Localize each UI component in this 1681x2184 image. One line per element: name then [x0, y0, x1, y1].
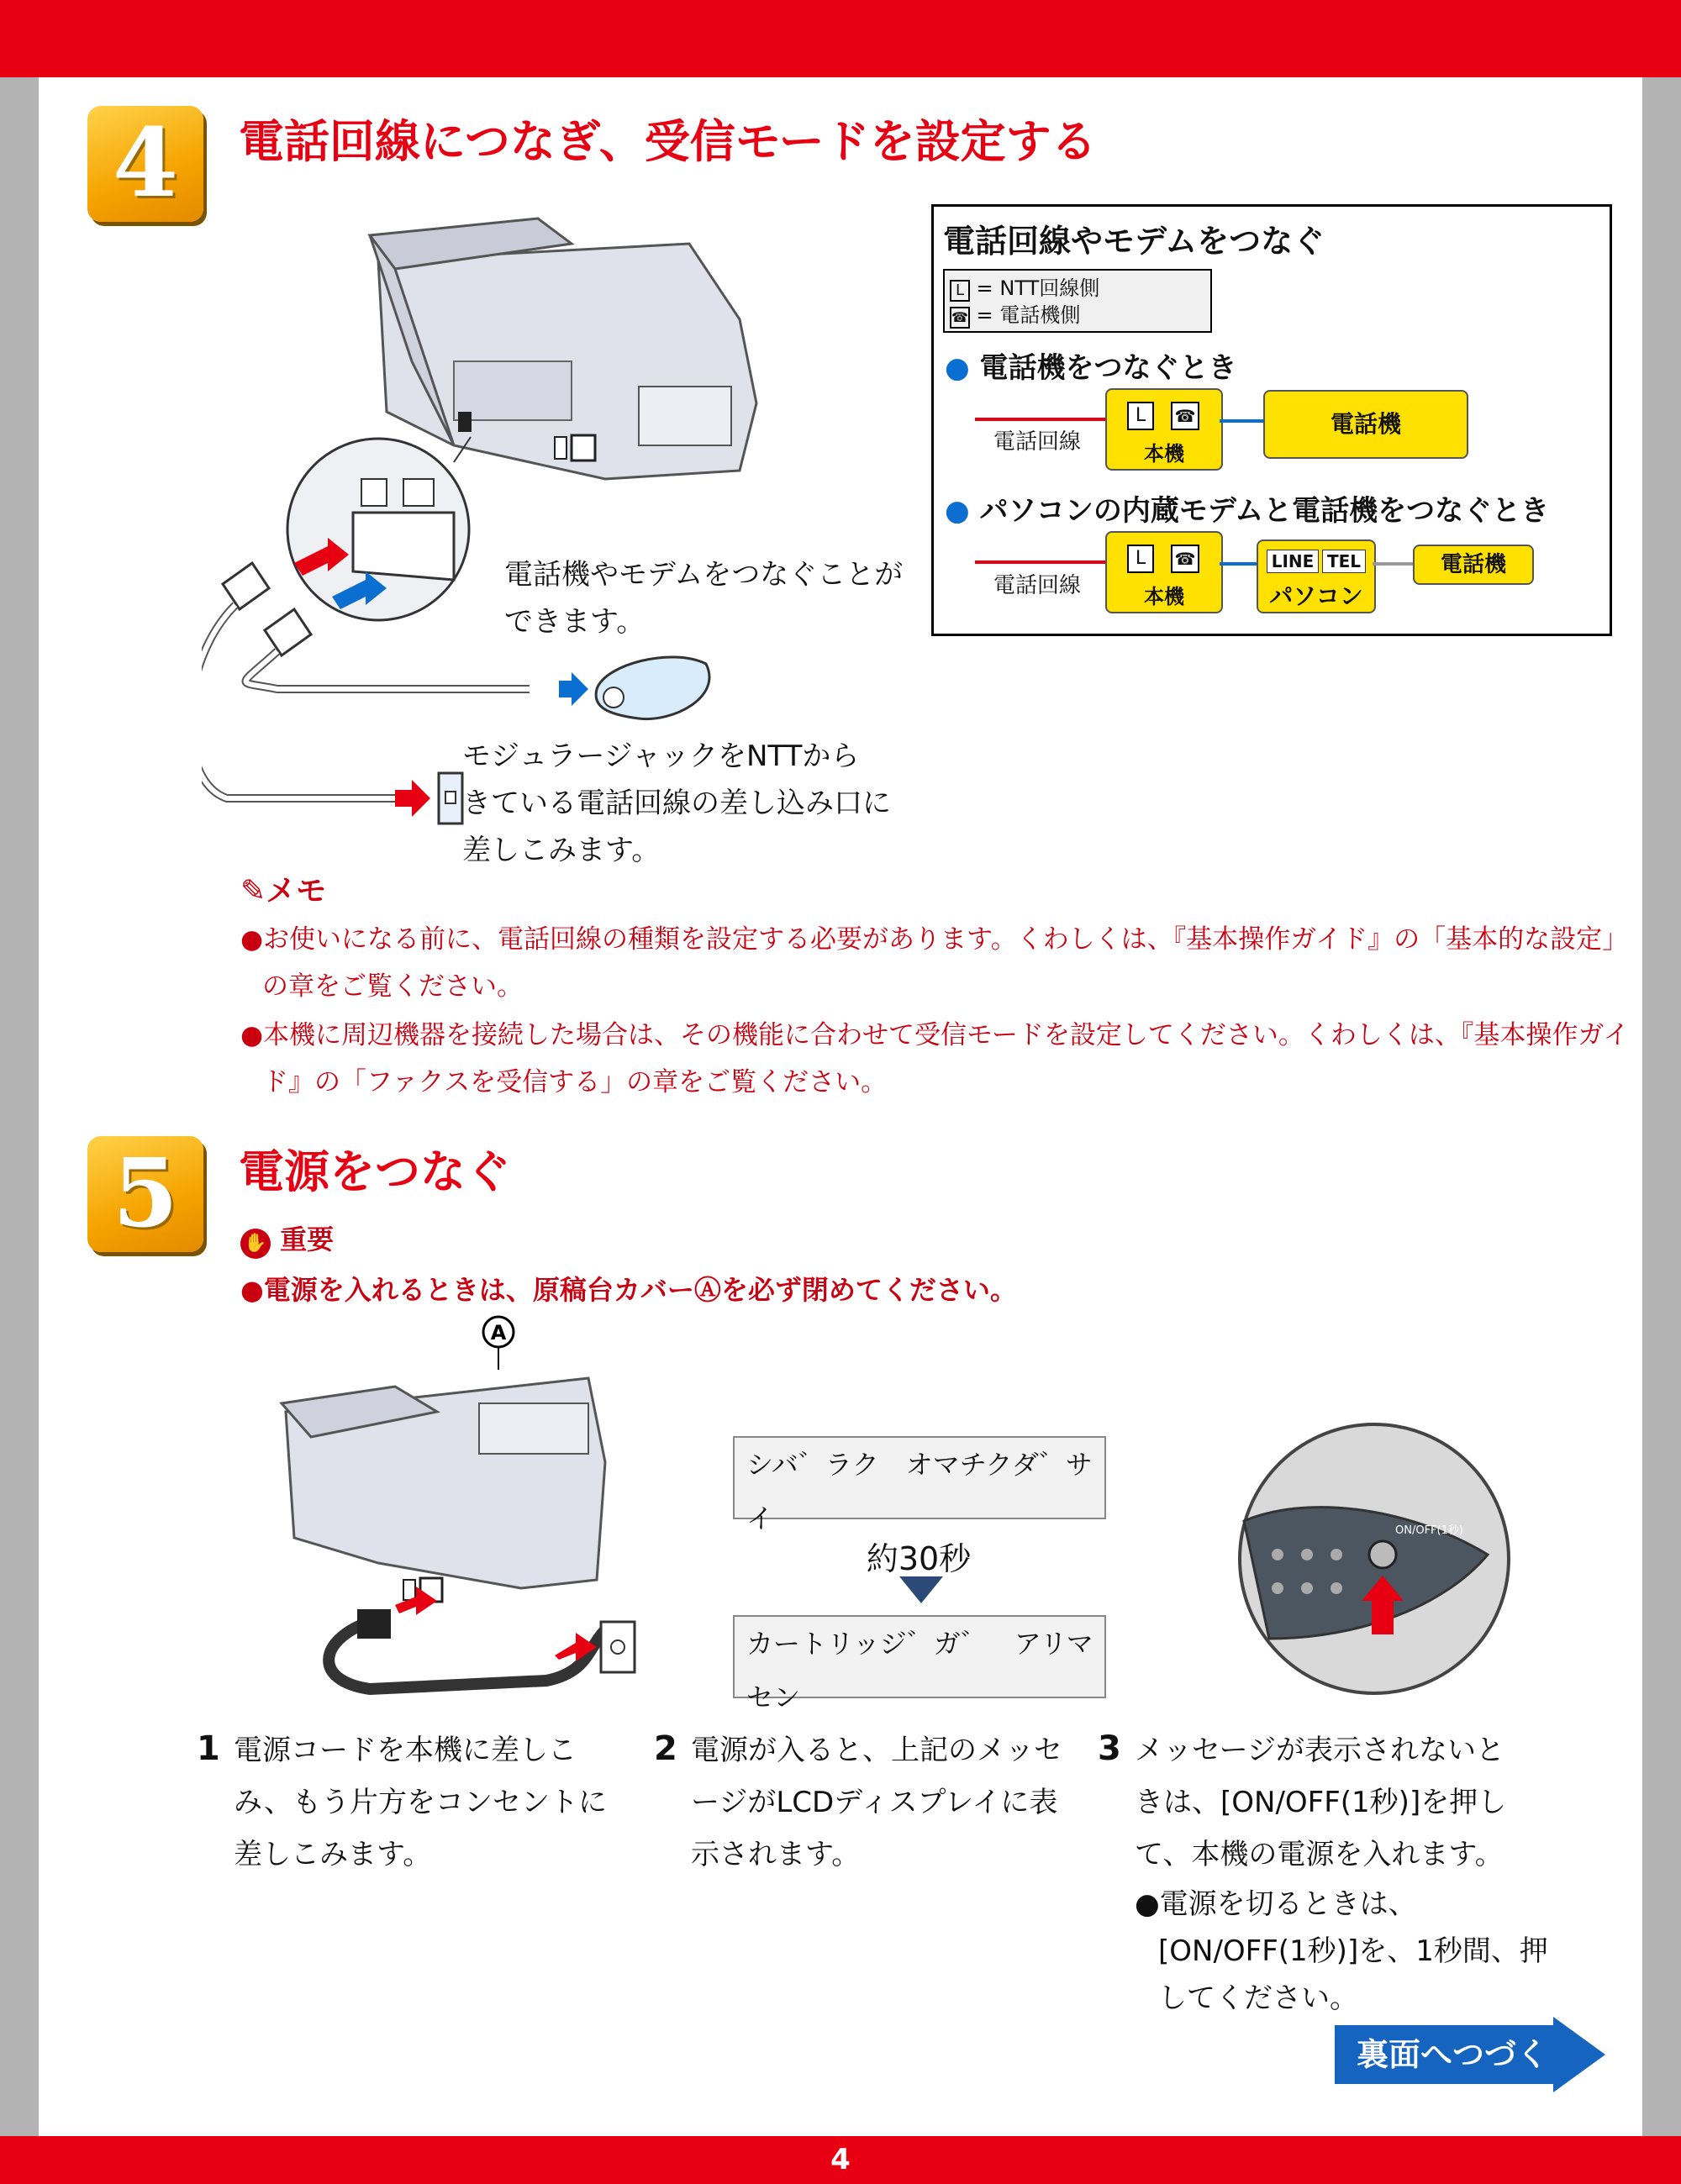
- legend-ntt-line: = NTT回線側: [976, 276, 1100, 300]
- step4-title: 電話回線につなぎ、受信モードを設定する: [239, 115, 1097, 168]
- phone-port-icon: ☎: [1171, 545, 1199, 573]
- right-border: [1642, 77, 1681, 2136]
- phone-port-icon: ☎: [950, 307, 970, 329]
- important-text: 電源を入れるときは、原稿台カバーⒶを必ず閉めてください。: [263, 1274, 1017, 1306]
- case2-title-text: パソコンの内蔵モデムと電話機をつなぐとき: [979, 494, 1550, 528]
- step5-2-number: 2: [654, 1729, 677, 1768]
- case1-title: [945, 345, 1237, 386]
- wait-label: 約30秒: [866, 1540, 972, 1577]
- page-number: 4: [830, 2143, 851, 2176]
- pc-tel-port: TEL: [1322, 550, 1366, 573]
- phone-box-1: 電話機: [1263, 390, 1468, 459]
- line-port-icon: L: [1127, 402, 1154, 430]
- phone-port-icon: ☎: [1171, 402, 1199, 430]
- step5-3-number: 3: [1098, 1729, 1121, 1768]
- printer-power-illustration: [269, 1311, 656, 1714]
- step5-3-note-text: 電源を切るときは、[ON/OFF(1秒)]を、1秒間、押してください。: [1158, 1887, 1548, 2015]
- panel-title: 電話回線やモデムをつなぐ: [943, 223, 1325, 260]
- bullet-icon: ●: [945, 494, 970, 528]
- hand-stop-icon: ✋: [240, 1229, 271, 1259]
- pc-box: [1257, 539, 1376, 613]
- top-bar: [0, 0, 1681, 77]
- machine-label-2: 本機: [1144, 585, 1184, 608]
- step4-number: 4: [87, 106, 203, 222]
- important-item: ●電源を入れるときは、原稿台カバーⒶを必ず閉めてください。: [240, 1274, 1017, 1306]
- line-grey: [1373, 562, 1413, 566]
- memo-item-text: お使いになる前に、電話回線の種類を設定する必要があります。くわしくは、『基本操作ガイド』の「基本的な設定」の章をご覧ください。: [262, 924, 1629, 1002]
- memo-label: メモ: [266, 874, 327, 908]
- line-port-icon: L: [950, 280, 970, 302]
- legend-box: [943, 269, 1212, 333]
- step5-3-note: ●電源を切るときは、[ON/OFF(1秒)]を、1秒間、押してください。: [1135, 1887, 1548, 2015]
- line-blue-1: [1220, 419, 1263, 423]
- down-triangle-icon: [899, 1576, 943, 1603]
- case2-title: [945, 487, 1549, 529]
- line-red-1: [975, 418, 1105, 421]
- pc-line-port: LINE: [1267, 550, 1319, 573]
- step5-1-number: 1: [197, 1729, 220, 1768]
- lcd-display-2: カートリッジ゛ガ゛ アリマセン: [733, 1615, 1106, 1698]
- line-label-1: 電話回線: [993, 429, 1082, 455]
- machine-box-1: [1105, 388, 1223, 471]
- memo-item-2: ●本機に周辺機器を接続した場合は、その機能に合わせて受信モードを設定してください。くわしくは、『基本操作ガイド』の「ファクスを受信する」の章をご覧ください。: [240, 1020, 1630, 1097]
- important-label: 重要: [280, 1224, 335, 1255]
- bullet-icon: ●: [945, 351, 970, 385]
- line-port-icon: L: [1127, 545, 1154, 573]
- machine-label-1: 本機: [1144, 442, 1184, 466]
- important-heading: [240, 1218, 334, 1259]
- machine-box-2: [1105, 531, 1223, 613]
- pencil-icon: ✎: [240, 874, 266, 908]
- left-border: [0, 77, 39, 2136]
- callout-modular-jack: モジュラージャックをNTTから きている電話回線の差し込み口に 差しこみます。: [462, 739, 891, 867]
- pc-label: パソコン: [1269, 582, 1363, 610]
- onoff-button-illustration: [1236, 1420, 1513, 1697]
- continue-label[interactable]: 裏面へつづく: [1356, 2036, 1548, 2073]
- step5-number: 5: [87, 1136, 203, 1252]
- legend-phone-side: = 電話機側: [976, 303, 1081, 327]
- line-red-2: [975, 560, 1105, 564]
- step5-title: 電源をつなぐ: [239, 1145, 511, 1198]
- line-blue-2: [1220, 562, 1257, 566]
- step5-1-text: 電源コードを本機に差しこみ、もう片方をコンセントに差しこみます。: [234, 1734, 608, 1871]
- cover-marker-a: A: [490, 1321, 507, 1345]
- line-label-2: 電話回線: [993, 573, 1082, 598]
- step5-2-text: 電源が入ると、上記のメッセージがLCDディスプレイに表示されます。: [691, 1734, 1062, 1871]
- lcd-display-1: シバ゛ラク オマチクダ゛サイ: [733, 1436, 1106, 1519]
- memo-heading: [240, 867, 326, 910]
- memo-item-1: ●お使いになる前に、電話回線の種類を設定する必要があります。くわしくは、『基本操作ガイド』の「基本的な設定」の章をご覧ください。: [240, 924, 1629, 1002]
- memo-item-text: 本機に周辺機器を接続した場合は、その機能に合わせて受信モードを設定してください。くわしくは、『基本操作ガイド』の「ファクスを受信する」の章をご覧ください。: [262, 1020, 1630, 1097]
- callout-phone-modem: 電話機やモデムをつなぐことが できます。: [504, 558, 904, 639]
- step5-3-text: メッセージが表示されないときは、[ON/OFF(1秒)]を押して、本機の電源を入れます。: [1135, 1734, 1507, 1871]
- onoff-panel-label: ON/OFF(1秒): [1395, 1524, 1463, 1537]
- phone-box-2: 電話機: [1413, 545, 1534, 585]
- case1-title-text: 電話機をつなぐとき: [979, 351, 1237, 385]
